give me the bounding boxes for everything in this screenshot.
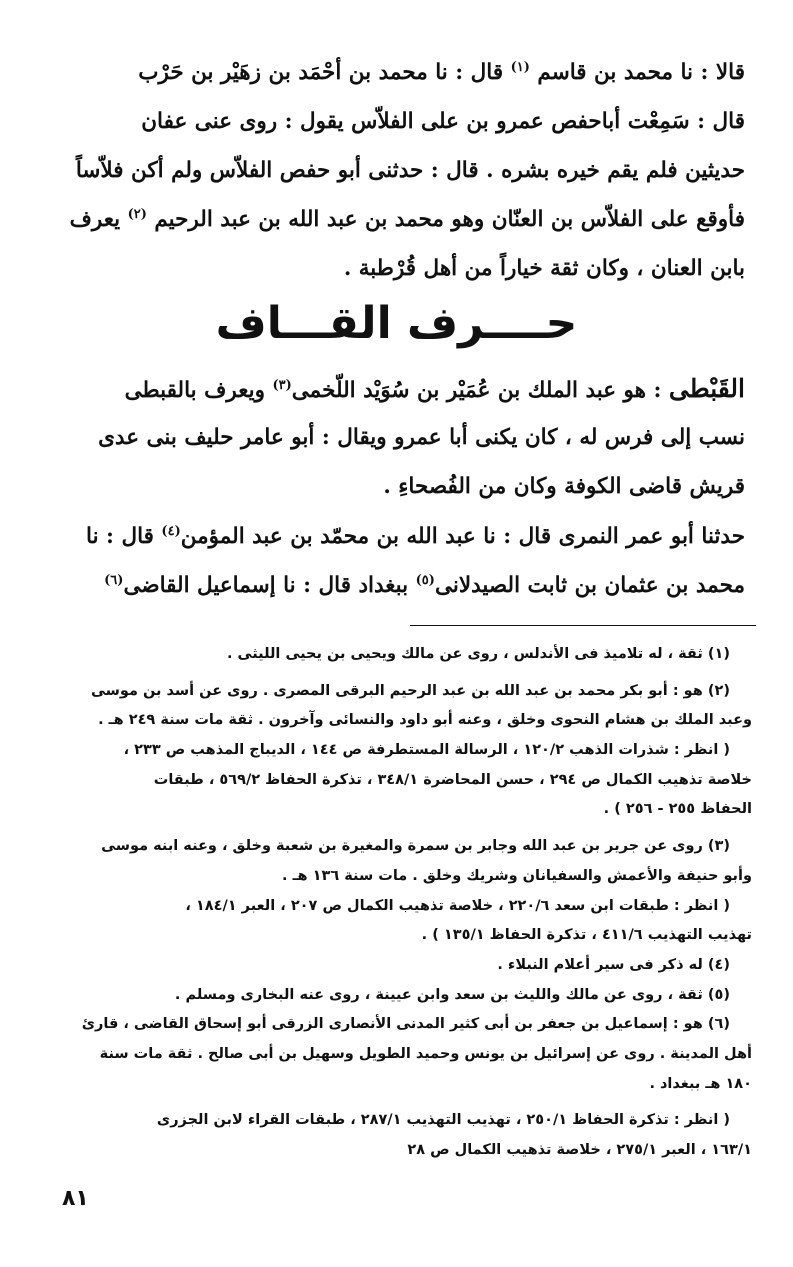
text-line: حديثين فلم يقم خيره بشره . قال : حدثنى أبو حفص الفلاّس ولم أكن فلاّساً — [75, 158, 745, 183]
footnote-marker[interactable]: (١) — [510, 59, 530, 75]
footnote-marker[interactable]: (٦) — [104, 572, 124, 588]
footnote-6-line: أهل المدينة . روى عن إسرائيل بن يونس وحميد الطويل وسهيل بن أبى صالح . ثقة مات سنة — [99, 1045, 752, 1062]
paragraph-isnad — [70, 48, 745, 293]
footnote-6-line: ١٦٣/١ ، العبر ٢٧٥/١ ، خلاصة تذهيب الكمال ص ٢٨ — [407, 1142, 752, 1158]
footnote-3-line: ( انظر : طبقات ابن سعد ٢٢٠/٦ ، خلاصة تذهيب الكمال ص ٢٠٧ ، العبر ١٨٤/١ ، — [185, 897, 730, 914]
footnote-marker[interactable]: (٤) — [161, 523, 181, 539]
footnote-6-line: (٦) هو : إسماعيل بن جعفر بن أبى كثير المدنى الأنصارى الزرقى أبو إسحاق القاضى ، قارئ — [81, 1016, 730, 1033]
footnote-2-line: الحفاظ ٢٥٥ - ٢٥٦ ) . — [603, 801, 752, 818]
text-line: نسب إلى فرس له ، كان يكنى أبا عمرو ويقال : أبو عامر حليف بنى عدى — [98, 425, 745, 450]
text-line: حدثنا أبو عمر النمرى قال : نا عبد الله بن محمّد بن عبد المؤمن$^{(٤)}$ قال : نا — [86, 523, 745, 549]
paragraph-narration — [70, 512, 745, 610]
footnote-2-line: وعبد الملك بن هشام النحوى وخلق ، وعنه أبو داود والنسائى وآخرون . ثقة مات سنة ٢٤٩ هـ . — [98, 712, 752, 729]
footnotes — [72, 640, 752, 1166]
footnote-marker[interactable]: (٢) — [127, 206, 147, 222]
footnote-1: (١) ثقة ، له تلاميذ فى الأندلس ، روى عن مالك ويحيى بن يحيى الليثى . — [227, 646, 730, 662]
footnote-4: (٤) له ذكر فى سير أعلام النبلاء . — [497, 956, 730, 973]
text-line: قال : سَمِعْت أباحفص عمرو بن على الفلاّس يقول : روى عنى عفان — [141, 109, 745, 134]
section-heading: حــــرف القـــاف — [215, 298, 578, 349]
entry-keyword: القَبْطى — [668, 374, 745, 403]
footnote-divider — [410, 625, 756, 626]
footnote-6-line: ( انظر : تذكرة الحفاظ ٢٥٠/١ ، تهذيب التهذيب ٢٨٧/١ ، طبقات القراء لابن الجزرى — [156, 1112, 730, 1129]
footnote-2-line: (٢) هو : أبو بكر محمد بن عبد الله بن عبد الرحيم البرقى المصرى . روى عن أسد بن موسى — [90, 682, 730, 699]
footnote-3-line: وأبو حنيفة والأعمش والسفيانان وشريك وخلق . مات سنة ١٣٦ هـ . — [282, 867, 752, 884]
footnote-2-line: ( انظر : شذرات الذهب ١٢٠/٢ ، الرسالة المستطرفة ص ١٤٤ ، الديباج المذهب ص ٢٣٣ ، — [123, 742, 730, 759]
footnote-6-line: ١٨٠ هـ ببغداد . — [649, 1075, 752, 1092]
footnote-3-line: تهذيب التهذيب ٤١١/٦ ، تذكرة الحفاظ ١٣٥/١ ) . — [421, 927, 752, 944]
text-line: بابن العنان ، وكان ثقة خياراً من أهل قُرْطبة . — [343, 256, 745, 281]
text-line: القَبْطى : هو عبد الملك بن عُمَيْر بن سُوَيْد اللّخمى$^{(٣)}$ ويعرف بالقبطى — [124, 374, 745, 403]
paragraph-entry — [70, 364, 745, 511]
footnote-3-line: (٣) روى عن جرير بن عبد الله وجابر بن سمرة والمغيرة بن شعبة وخلق ، وعنه ابنه موسى — [101, 838, 730, 855]
footnote-marker[interactable]: (٥) — [415, 572, 435, 588]
text-line: فأوقع على الفلاّس بن العنّان وهو محمد بن عبد الله بن عبد الرحيم $^{(٢)}$ يعرف — [70, 206, 745, 232]
text-line: قالا : نا محمد بن قاسم $^{(١)}$ قال : نا محمد بن أحْمَد بن زهَيْر بن حَرْب — [138, 59, 745, 85]
text-line: قريش قاضى الكوفة وكان من الفُصحاءِ . — [383, 474, 745, 499]
footnote-5: (٥) ثقة ، روى عن مالك والليث بن سعد وابن عيينة ، روى عنه البخارى ومسلم . — [174, 986, 730, 1003]
text-line: محمد بن عثمان بن ثابت الصيدلانى$^{(٥)}$ ببغداد قال : نا إسماعيل القاضى$^{(٦)}$ — [104, 572, 745, 598]
footnote-2-line: خلاصة تذهيب الكمال ص ٢٩٤ ، حسن المحاضرة ٣٤٨/١ ، تذكرة الحفاظ ٥٦٩/٢ ، طبقات — [153, 771, 752, 788]
footnote-marker[interactable]: (٣) — [272, 377, 292, 393]
page-number: ٨١ — [62, 1186, 89, 1211]
